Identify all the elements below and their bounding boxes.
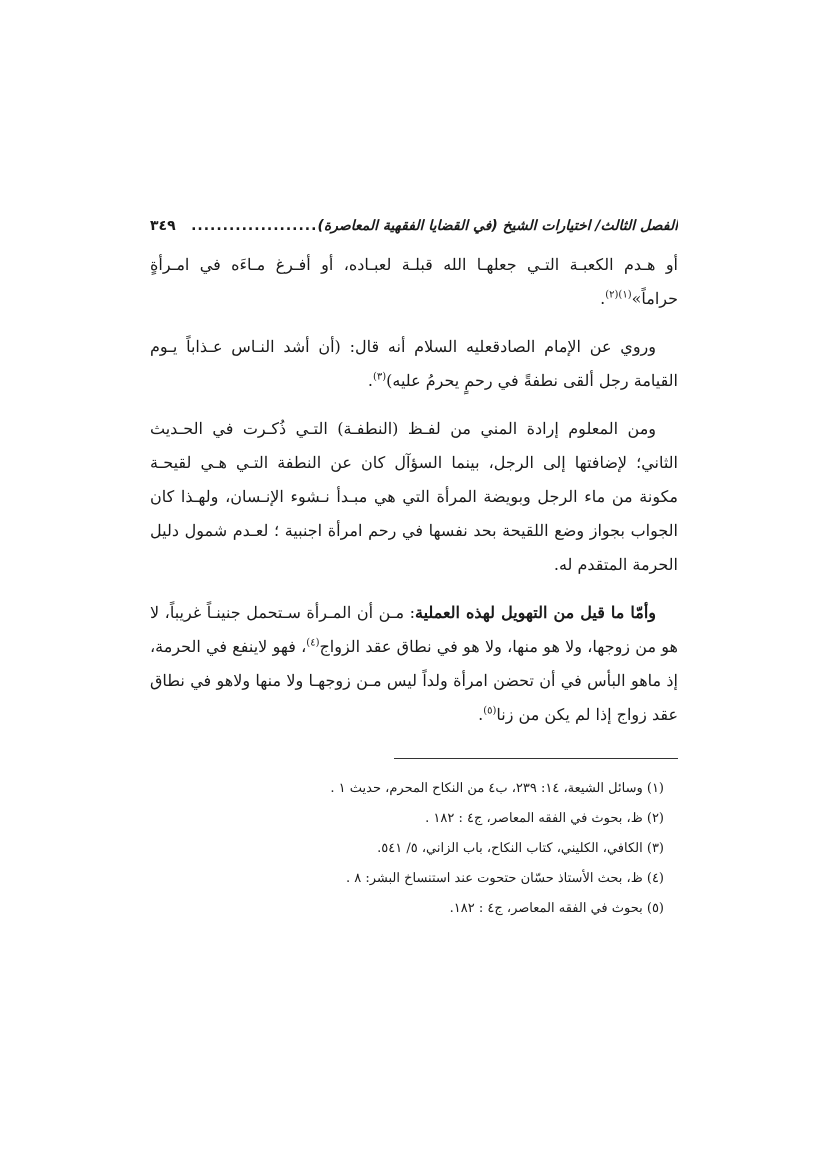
paragraph-4-end: . [478,705,484,724]
footnote-ref-1-2[interactable]: (١)(٢) [605,289,632,301]
footnote-separator [394,758,678,759]
header-leader-dots: .................... [191,218,318,234]
footnote-4: (٤) ظ، بحث الأستاذ حسّان حتحوت عند استنساخ البشر: ٨ . [345,871,664,886]
footnote-ref-4[interactable]: (٤) [306,637,320,649]
paragraph-3 [150,412,678,582]
paragraph-4-text-a: : مـن أن المـرأة سـتحمل جنينـاً غريباً، لا هو من زوجها، ولا هو منها، ولا هو في نطاق عقد الزواج [150,603,678,656]
page-number: ٣٤٩ [150,218,176,234]
footnote-ref-5[interactable]: (٥) [483,705,497,717]
footnote-5: (٥) بحوث في الفقه المعاصر، ج٤ : ١٨٢. [449,901,664,916]
paragraph-3-text: ومن المعلوم إرادة المني من لفـظ (النطفـة) التـي ذُكـرت في الحـديث الثاني؛ لإضافتها إلى الرجل، بينما السؤآل كان عن النطفة التـي هـي لقيحـة مكونة من ماء الرجل وبويضة المرأة التي هي مبـدأ نـشوء الإنـسان، ولهـذا كان الجواب بجواز وضع اللقيحة بحد نفسها في رحم امرأة اجنبية ؛ لعـدم شمول دليل الحرمة المتقدم له. [150,419,678,574]
footnote-3: (٣) الكافي، الكليني، كتاب النكاح، باب الزاني، ٥/ ٥٤١. [377,841,664,856]
paragraph-2-end: . [367,371,373,390]
paragraph-4 [150,596,678,732]
footnote-2: (٢) ظ، بحوث في الفقه المعاصر، ج٤ : ١٨٢ . [425,811,664,826]
footnote-1: (١) وسائل الشيعة، ١٤: ٢٣٩، ب٤ من النكاح المحرم، حديث ١ . [330,781,664,796]
running-header [150,214,678,238]
paragraph-4-lead: وأمّا ما قيل من التهويل لهذه العملية [415,603,657,622]
paragraph-2-text: وروي عن الإمام الصادقعليه السلام أنه قال: (أن أشد النـاس عـذاباً يـوم القيامة رجل ألقى نطفةً في رحمٍ يحرمُ عليه) [150,337,678,390]
chapter-title: الفصل الثالث/ اختيارات الشيخ (في القضايا الفقهية المعاصرة) [317,218,678,234]
paragraph-2 [150,330,678,398]
footnote-ref-3[interactable]: (٣) [372,371,387,383]
paragraph-1 [150,248,678,316]
body-text [150,248,678,746]
paragraph-4-text-b: ، فهو لاينفع في الحرمة، إذ ماهو البأس في أن تحضن امرأة ولداً ليس مـن زوجهـا ولا منها ولاهو في نطاق عقد زواج إذا لم يكن من زنا [150,637,678,724]
paragraph-1-text: أو هـدم الكعبـة التـي جعلهـا الله قبلـة لعبـاده، أو أفـرغ مـاءَه في امـرأةٍ حراماً» [150,255,678,308]
paragraph-1-end: . [600,289,606,308]
footnotes [150,774,678,924]
